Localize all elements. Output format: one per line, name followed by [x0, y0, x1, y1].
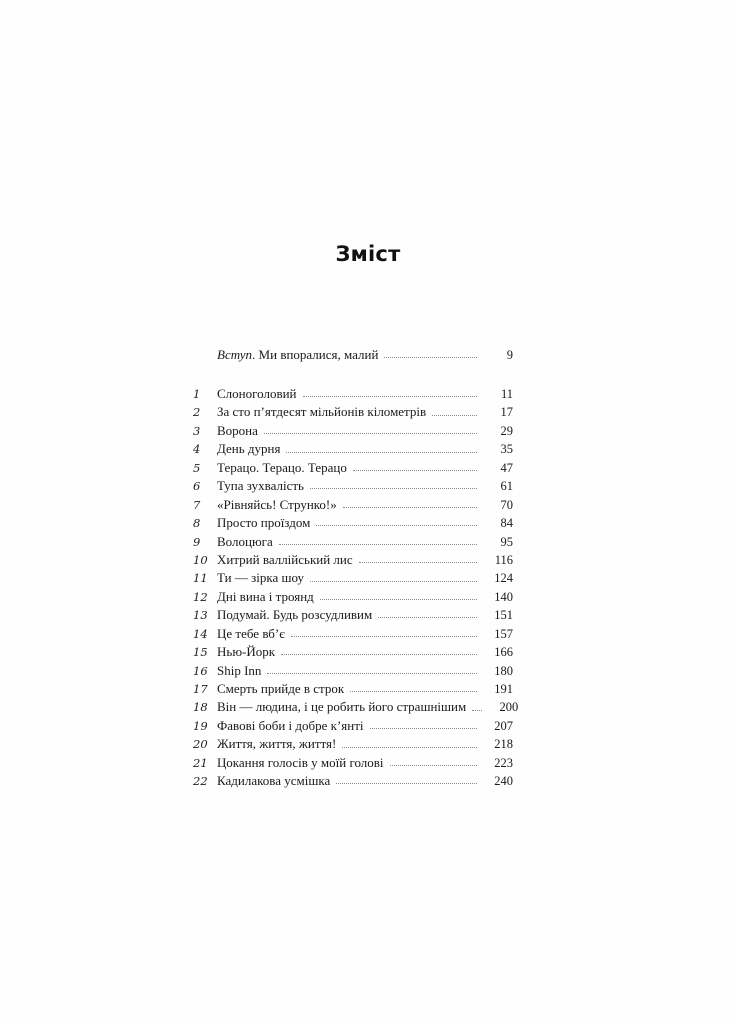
- toc-entry-title: Він — людина, і це робить його страшнішим: [217, 699, 467, 715]
- dot-leader: [310, 487, 477, 489]
- toc-entry-title: Ship Inn: [217, 662, 262, 678]
- dot-leader: [350, 690, 477, 692]
- toc-entry: [193, 440, 513, 458]
- toc-page-number: 11: [500, 387, 513, 401]
- dot-leader: [281, 653, 477, 655]
- dot-leader: [320, 598, 477, 600]
- toc-entry: [193, 735, 513, 753]
- toc-entry: [193, 717, 513, 735]
- toc-entry-title: Життя, життя, життя!: [217, 736, 337, 752]
- toc-page-number: 207: [494, 718, 513, 733]
- dot-leader: [384, 356, 477, 358]
- toc-page-number: 157: [494, 626, 513, 641]
- toc-entry-title: День дурня: [217, 441, 281, 457]
- toc-entry-title: За сто п’ятдесят мільйонів кілометрів: [217, 404, 427, 420]
- dot-leader: [264, 432, 477, 434]
- page-title: Зміст: [335, 242, 401, 266]
- toc-page-number: 166: [494, 645, 513, 660]
- toc-chapter-number: 4: [193, 442, 201, 457]
- toc-page-number: 95: [500, 534, 513, 549]
- toc-entry: [193, 422, 513, 440]
- toc-chapter-number: 10: [193, 552, 208, 567]
- toc-page-number: 61: [500, 479, 513, 494]
- dot-leader: [310, 580, 477, 582]
- toc-page-number: 223: [494, 755, 513, 770]
- toc-entry: [193, 496, 513, 514]
- toc-entry-title: Ти — зірка шоу: [217, 570, 304, 586]
- toc-chapter-number: 16: [193, 663, 208, 678]
- toc-chapter-number: 6: [193, 479, 201, 494]
- toc-chapter-number: 1: [193, 387, 201, 401]
- toc-entry: [193, 533, 513, 551]
- toc-page-number: 151: [494, 608, 513, 623]
- dot-leader: [336, 782, 477, 784]
- toc-entry: [193, 385, 513, 403]
- dot-leader: [472, 709, 482, 711]
- toc-chapter-number: 8: [193, 516, 201, 531]
- toc-page-number: 124: [494, 571, 513, 586]
- toc-chapter-number: 9: [193, 534, 201, 549]
- table-of-contents: [193, 385, 519, 791]
- toc-entry-title: [217, 346, 384, 364]
- toc-entry: [193, 754, 513, 772]
- dot-leader: [370, 727, 477, 729]
- dot-leader: [291, 635, 477, 637]
- toc-entry: [193, 514, 513, 532]
- toc-entry-title: Ворона: [217, 422, 258, 438]
- toc-entry: [193, 477, 513, 495]
- toc-entry-title: Слоноголовий: [217, 386, 297, 401]
- toc-page-number: 240: [494, 774, 513, 789]
- dot-leader: [267, 672, 477, 674]
- toc-page-number: 70: [500, 497, 513, 512]
- toc-entry: [193, 698, 519, 716]
- toc-chapter-number: 3: [193, 423, 201, 438]
- toc-entry: [193, 625, 513, 643]
- toc-chapter-number: 14: [193, 626, 208, 641]
- toc-entry-title: «Рівняйсь! Струнко!»: [217, 496, 337, 512]
- toc-chapter-number: 11: [193, 571, 208, 586]
- toc-entry: [193, 772, 513, 790]
- toc-page-number: 180: [494, 663, 513, 678]
- toc-page-number: 191: [494, 682, 513, 696]
- toc-page-number: 47: [500, 460, 513, 475]
- toc-chapter-number: 21: [193, 755, 208, 770]
- dot-leader: [316, 524, 477, 526]
- toc-entry-title: Це тебе вб’є: [217, 625, 285, 641]
- toc-page-number: 9: [506, 348, 513, 362]
- toc-entry-title: Подумай. Будь розсудливим: [217, 607, 373, 623]
- toc-entry-title-italic: Вступ: [217, 347, 253, 362]
- toc-chapter-number: 20: [193, 737, 208, 752]
- toc-page-number: 200: [499, 700, 519, 715]
- toc-page-number: 140: [494, 589, 513, 604]
- toc-entry-title: Цокання голосів у моїй голові: [217, 754, 384, 770]
- toc-page-number: 116: [494, 552, 513, 567]
- toc-entry-title-rest: . Ми впоралися, малий: [252, 347, 379, 362]
- toc-chapter-number: 17: [193, 682, 208, 696]
- dot-leader: [390, 764, 477, 766]
- dot-leader: [343, 506, 477, 508]
- toc-entry-title: Фавові боби і добре к’янті: [217, 717, 364, 733]
- dot-leader: [353, 469, 477, 471]
- dot-leader: [286, 451, 477, 453]
- toc-page-number: 218: [494, 737, 513, 752]
- toc-chapter-number: 2: [193, 405, 201, 420]
- toc-entry-title: Нью-Йорк: [217, 644, 276, 660]
- toc-entry-title: Хитрий валлійський лис: [217, 551, 353, 567]
- toc-entry: [193, 551, 513, 569]
- toc-chapter-number: 19: [193, 718, 208, 733]
- dot-leader: [279, 543, 477, 545]
- toc-entry-title: Кадилакова усмішка: [217, 773, 331, 789]
- toc-chapter-number: 5: [193, 460, 201, 475]
- dot-leader: [432, 414, 477, 416]
- toc-entry: [193, 643, 513, 661]
- dot-leader: [378, 616, 477, 618]
- toc-chapter-number: 7: [193, 497, 201, 512]
- toc-entry-title: Смерть прийде в строк: [217, 681, 345, 696]
- toc-page-number: 84: [500, 516, 513, 531]
- toc-chapter-number: 18: [193, 700, 208, 715]
- toc-chapter-number: 13: [193, 608, 208, 623]
- toc-entry: [193, 662, 513, 680]
- dot-leader: [359, 561, 477, 563]
- toc-page-number: 35: [500, 442, 513, 457]
- toc-entry-title: Тупа зухвалість: [217, 478, 304, 494]
- toc-entry-title: Волоцюга: [217, 533, 273, 549]
- dot-leader: [303, 395, 478, 397]
- toc-entry-title: Дні вина і троянд: [217, 588, 314, 604]
- toc-chapter-number: 22: [193, 774, 208, 789]
- toc-page-number: 29: [500, 423, 513, 438]
- toc-entry: [193, 569, 513, 587]
- toc-entry-title: Просто проїздом: [217, 515, 311, 531]
- toc-intro-entry: [193, 346, 513, 364]
- toc-entry: [193, 606, 513, 624]
- toc-entry: [193, 459, 513, 477]
- toc-entry: [193, 403, 513, 421]
- toc-entry-title: Терацо. Терацо. Терацо: [217, 459, 347, 475]
- toc-page-number: 17: [500, 405, 513, 420]
- toc-entry: [193, 680, 513, 698]
- dot-leader: [342, 746, 477, 748]
- toc-entry: [193, 588, 513, 606]
- toc-chapter-number: 12: [193, 589, 208, 604]
- toc-chapter-number: 15: [193, 645, 208, 660]
